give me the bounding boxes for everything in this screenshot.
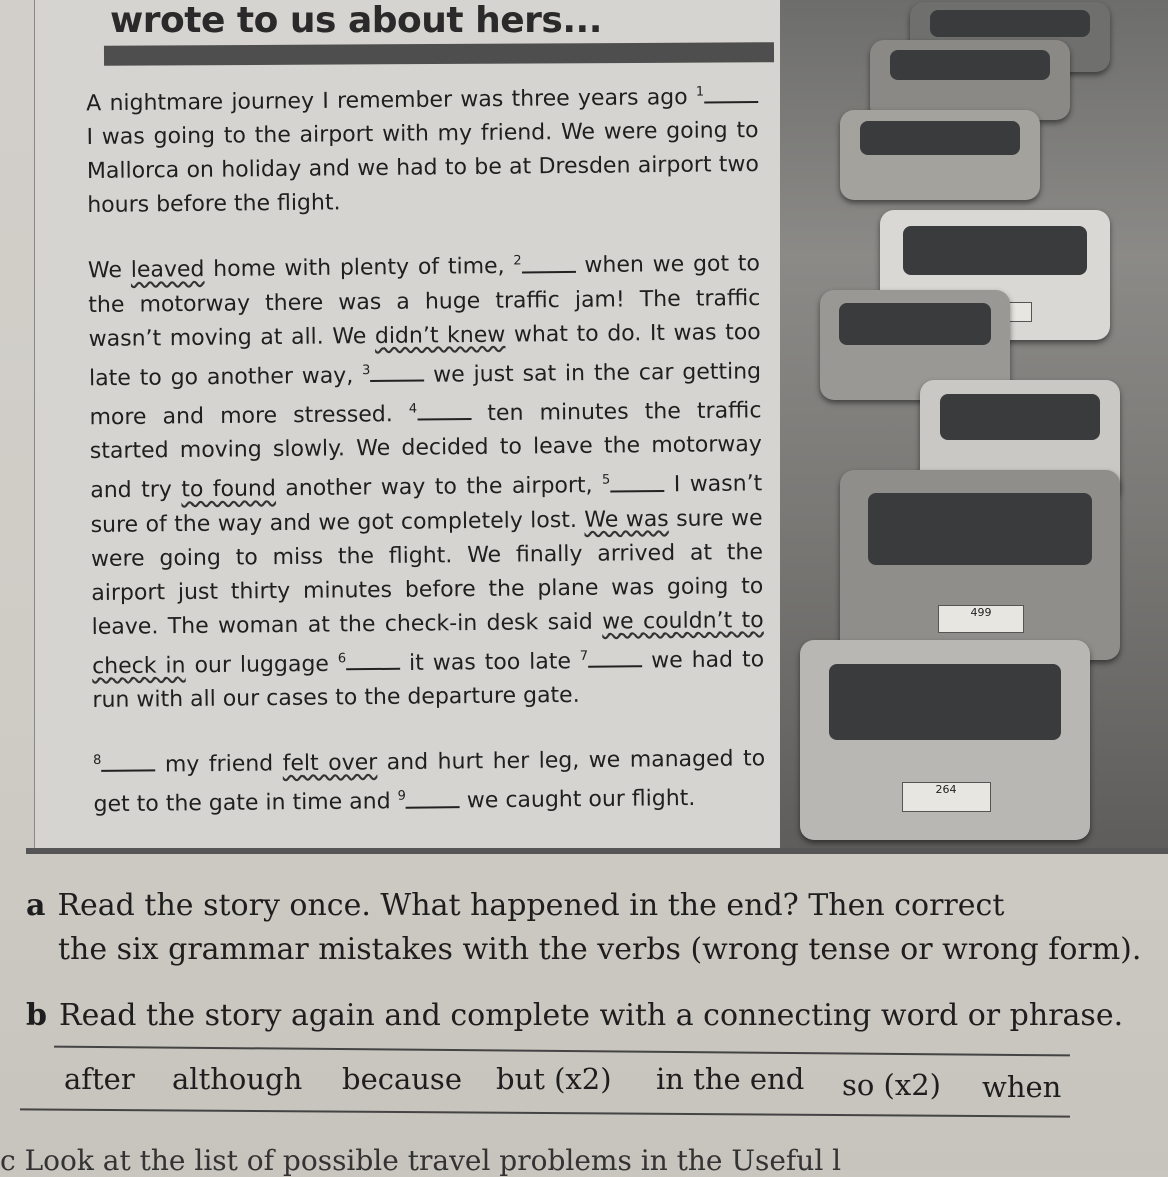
gap-9 (406, 788, 460, 809)
word-box-top-rule (54, 1046, 1070, 1057)
gap-7 (588, 647, 642, 668)
gap-1 (704, 83, 758, 104)
exercise-a-line-1: a Read the story once. What happened in the end? Then correct (26, 888, 1005, 923)
gap-8 (101, 752, 155, 773)
verb-mistake: didn’t knew (374, 322, 506, 349)
exercise-a-line-2: the six grammar mistakes with the verbs (wrong tense or wrong form). (58, 932, 1142, 967)
exercise-b: b Read the story again and complete with a connecting word or phrase. (26, 998, 1124, 1033)
exercise-c-cut-off: c Look at the list of possible travel problems in the Useful l (0, 1144, 842, 1177)
word-box (64, 1062, 1074, 1106)
word-box-bottom-rule (20, 1108, 1070, 1117)
car-image: 499 (840, 470, 1120, 660)
story-text (86, 75, 766, 849)
traffic-jam-photo (780, 0, 1168, 850)
car-image (840, 110, 1040, 200)
gap-5 (610, 472, 664, 493)
word-option: when (982, 1070, 1062, 1104)
word-option: although (172, 1062, 303, 1096)
headline-rule (104, 42, 774, 66)
car-image: 264 (800, 640, 1090, 840)
verb-mistake: felt over (282, 750, 378, 777)
story-paragraph-1: A nightmare journey I remember was three years ago $^1$ I was going to the airport with my friend. We were going to Mallorca on holiday and we had to be at Dresden airport two hours before the flight. (86, 84, 760, 219)
gap-4 (417, 400, 471, 421)
gap-2 (522, 253, 576, 274)
story-paragraph-2: We leaved home with plenty of time, $^2$ when we got to the motorway there was a huge traffic jam! The traffic wasn’t moving at all. We didn’t knew what to do. It was too late to go another way, $^3$ we just sat in the car getting more and more stressed. $^4$ ten minutes the traffic started moving slowly. We decided to leave the motorway and try to found another way to the airport, $^5$ I wasn’t sure of the way and we got completely lost. We was sure we were going to miss the flight. We finally arrived at the airport just thirty minutes before the plane was going to leave. The woman at the check-in desk said we couldn’t to check in our luggage $^6$ it was too late $^7$ we had to run with all our cases to the departure gate. (87, 251, 765, 713)
verb-mistake: to found (181, 476, 277, 503)
car-image (870, 40, 1070, 120)
word-option: but (x2) (496, 1062, 612, 1096)
verb-mistake: we couldn’t to check in (91, 607, 764, 679)
section-divider (26, 848, 1168, 854)
word-option: in the end (656, 1062, 805, 1096)
story-paragraph-3: $^8$ my friend felt over and hurt her leg, we managed to get to the gate in time and $^9$ we caught our flight. (93, 746, 766, 818)
gap-3 (370, 361, 424, 382)
word-option: because (342, 1062, 462, 1096)
story-headline: wrote to us about hers... (110, 0, 602, 41)
word-option: so (x2) (842, 1068, 941, 1102)
verb-mistake: leaved (130, 257, 205, 284)
word-option: after (64, 1062, 135, 1096)
verb-mistake: We was (584, 506, 669, 533)
gap-6 (346, 650, 400, 671)
